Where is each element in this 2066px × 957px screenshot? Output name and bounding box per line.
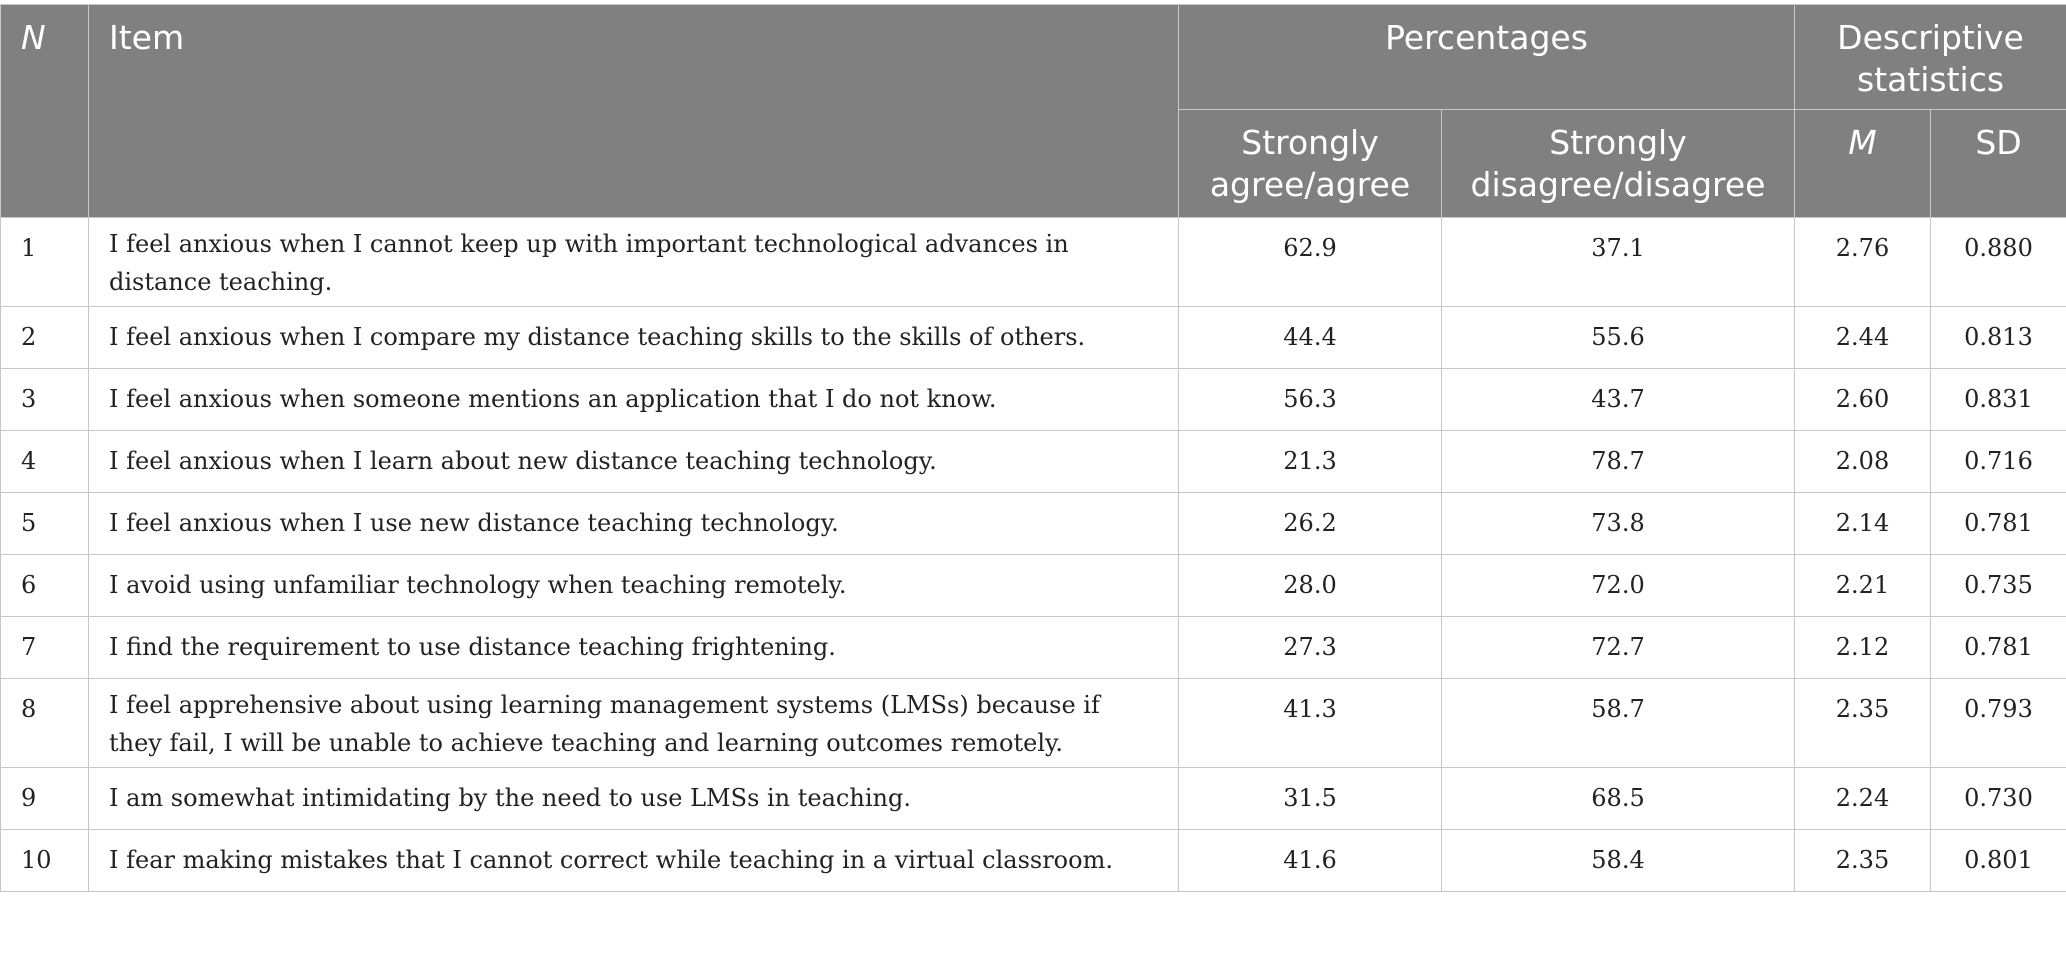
- cell-agree: 31.5: [1179, 768, 1442, 830]
- cell-m: 2.08: [1795, 431, 1931, 493]
- header-sd: SD: [1931, 110, 2066, 218]
- cell-sd: 0.730: [1931, 768, 2066, 830]
- cell-sd: 0.831: [1931, 369, 2066, 431]
- cell-sd: 0.735: [1931, 555, 2066, 617]
- cell-m: 2.35: [1795, 679, 1931, 768]
- cell-item: I feel anxious when I compare my distance teaching skills to the skills of others.: [89, 307, 1179, 369]
- cell-item: I avoid using unfamiliar technology when teaching remotely.: [89, 555, 1179, 617]
- cell-sd: 0.880: [1931, 218, 2066, 307]
- cell-m: 2.44: [1795, 307, 1931, 369]
- cell-disagree: 72.0: [1442, 555, 1795, 617]
- cell-m: 2.60: [1795, 369, 1931, 431]
- cell-disagree: 72.7: [1442, 617, 1795, 679]
- header-disagree: Strongly disagree/disagree: [1442, 110, 1795, 218]
- cell-sd: 0.781: [1931, 617, 2066, 679]
- cell-disagree: 55.6: [1442, 307, 1795, 369]
- table-row: [1, 617, 2066, 679]
- cell-m: 2.14: [1795, 493, 1931, 555]
- cell-agree: 56.3: [1179, 369, 1442, 431]
- cell-agree: 41.3: [1179, 679, 1442, 768]
- cell-sd: 0.801: [1931, 830, 2066, 892]
- cell-item: I feel anxious when someone mentions an application that I do not know.: [89, 369, 1179, 431]
- cell-sd: 0.781: [1931, 493, 2066, 555]
- cell-disagree: 37.1: [1442, 218, 1795, 307]
- header-percentages: Percentages: [1179, 5, 1795, 110]
- cell-agree: 26.2: [1179, 493, 1442, 555]
- cell-item: I feel anxious when I learn about new distance teaching technology.: [89, 431, 1179, 493]
- cell-n: 8: [1, 679, 89, 768]
- table-row: [1, 555, 2066, 617]
- cell-item: I find the requirement to use distance teaching frightening.: [89, 617, 1179, 679]
- cell-n: 5: [1, 493, 89, 555]
- cell-n: 6: [1, 555, 89, 617]
- cell-agree: 44.4: [1179, 307, 1442, 369]
- cell-sd: 0.813: [1931, 307, 2066, 369]
- cell-disagree: 58.4: [1442, 830, 1795, 892]
- cell-agree: 21.3: [1179, 431, 1442, 493]
- cell-m: 2.24: [1795, 768, 1931, 830]
- table-row: [1, 493, 2066, 555]
- cell-disagree: 58.7: [1442, 679, 1795, 768]
- table-row: [1, 431, 2066, 493]
- cell-n: 10: [1, 830, 89, 892]
- cell-sd: 0.793: [1931, 679, 2066, 768]
- cell-disagree: 68.5: [1442, 768, 1795, 830]
- cell-agree: 62.9: [1179, 218, 1442, 307]
- cell-disagree: 43.7: [1442, 369, 1795, 431]
- header-n: N: [1, 5, 89, 218]
- cell-n: 3: [1, 369, 89, 431]
- cell-item: I feel anxious when I use new distance teaching technology.: [89, 493, 1179, 555]
- table-row: [1, 369, 2066, 431]
- cell-item: I am somewhat intimidating by the need to use LMSs in teaching.: [89, 768, 1179, 830]
- table-row: [1, 830, 2066, 892]
- cell-sd: 0.716: [1931, 431, 2066, 493]
- table-row: [1, 218, 2066, 307]
- cell-agree: 41.6: [1179, 830, 1442, 892]
- cell-agree: 27.3: [1179, 617, 1442, 679]
- cell-n: 1: [1, 218, 89, 307]
- cell-m: 2.12: [1795, 617, 1931, 679]
- cell-disagree: 73.8: [1442, 493, 1795, 555]
- table-body: [1, 218, 2066, 892]
- header-descriptive-statistics: Descriptive statistics: [1795, 5, 2066, 110]
- cell-disagree: 78.7: [1442, 431, 1795, 493]
- cell-item: I feel anxious when I cannot keep up with important technological advances in distance teaching.: [89, 218, 1179, 307]
- header-agree: Strongly agree/agree: [1179, 110, 1442, 218]
- cell-item: I fear making mistakes that I cannot correct while teaching in a virtual classroom.: [89, 830, 1179, 892]
- cell-m: 2.35: [1795, 830, 1931, 892]
- table-row: [1, 679, 2066, 768]
- cell-n: 2: [1, 307, 89, 369]
- cell-m: 2.21: [1795, 555, 1931, 617]
- cell-n: 4: [1, 431, 89, 493]
- survey-table: [0, 4, 2066, 892]
- table-row: [1, 768, 2066, 830]
- table-header: [1, 5, 2066, 218]
- cell-agree: 28.0: [1179, 555, 1442, 617]
- header-item: Item: [89, 5, 1179, 218]
- cell-item: I feel apprehensive about using learning management systems (LMSs) because if they fail, I will be unable to achieve teaching and learning outcomes remotely.: [89, 679, 1179, 768]
- cell-n: 7: [1, 617, 89, 679]
- cell-m: 2.76: [1795, 218, 1931, 307]
- table-row: [1, 307, 2066, 369]
- cell-n: 9: [1, 768, 89, 830]
- header-m: M: [1795, 110, 1931, 218]
